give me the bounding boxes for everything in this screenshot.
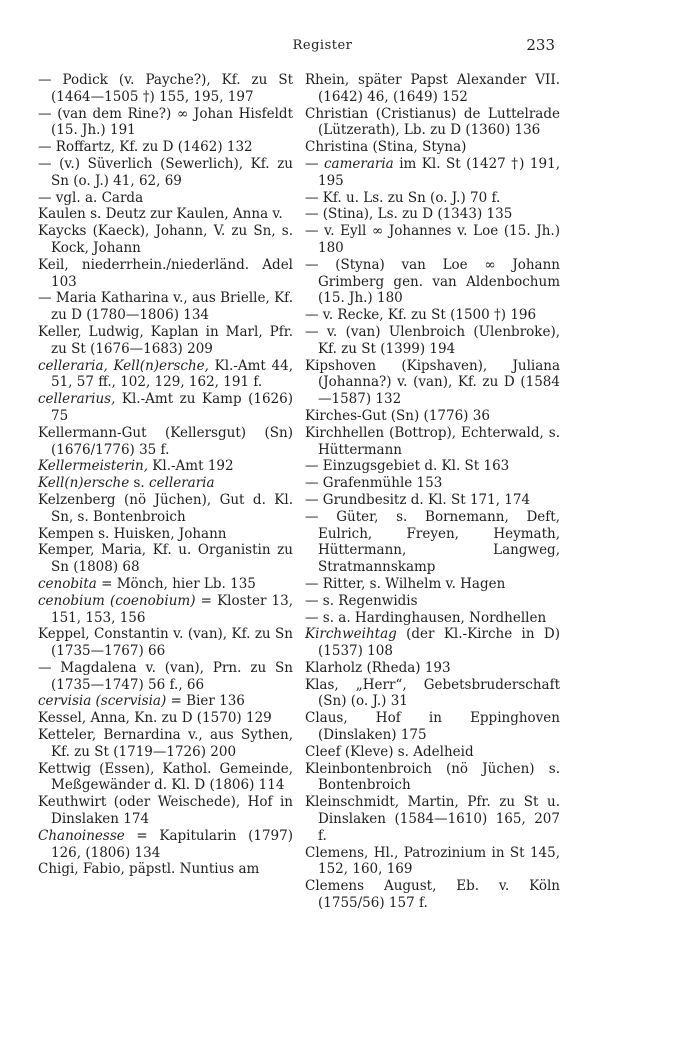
entry-text: Rhein, später Papst Alexander VII. (1642) 46, (1649) 152 — [305, 72, 560, 105]
index-entry — [38, 828, 293, 862]
index-entry — [38, 542, 293, 576]
index-entry — [38, 425, 293, 459]
index-entry — [305, 677, 560, 711]
index-entry — [38, 156, 293, 190]
entry-text: — Maria Katharina v., aus Brielle, Kf. zu D (1780—1806) 134 — [38, 290, 293, 324]
index-entry — [38, 710, 293, 727]
index-entry — [38, 660, 293, 694]
entry-term-italic: cervisia (scervisia) — [38, 693, 167, 710]
entry-text: Kemper, Maria, Kf. u. Organistin zu Sn (1808) 68 — [38, 542, 293, 576]
entry-text: — Magdalena v. (van), Prn. zu Sn (1735—1747) 56 f., 66 — [38, 659, 293, 693]
entry-text: — — [305, 155, 324, 172]
index-entry — [38, 861, 293, 878]
entry-text: Keller, Ludwig, Kaplan in Marl, Pfr. zu St (1676—1683) 209 — [38, 323, 293, 357]
index-entry — [305, 458, 560, 475]
entry-text: Clemens, Hl., Patrozinium in St 145, 152, 160, 169 — [305, 844, 560, 878]
entry-text: — vgl. a. Carda — [38, 189, 144, 206]
entry-text: — Grundbesitz d. Kl. St 171, 174 — [305, 491, 531, 508]
index-entry — [305, 710, 560, 744]
entry-text: Christina (Stina, Styna) — [305, 139, 467, 156]
index-entry — [305, 761, 560, 795]
index-entry — [38, 257, 293, 291]
entry-term-italic: Kell(n)ersche — [38, 475, 130, 492]
entry-text: — Ritter, s. Wilhelm v. Hagen — [305, 575, 506, 592]
entry-text: (der Kl.-Kirche in D) (1537) 108 — [318, 626, 560, 660]
entry-term-italic: cameraria — [323, 155, 394, 172]
index-entry — [305, 223, 560, 257]
index-entry — [305, 744, 560, 761]
entry-text: — Kf. u. Ls. zu Sn (o. J.) 70 f. — [305, 189, 501, 206]
entry-text: Kleinbontenbroich (nö Jüchen) s. Bontenbroich — [305, 760, 560, 794]
entry-term-italic: Kellermeisterin, — [38, 458, 148, 475]
entry-term-italic: cenobita — [38, 575, 97, 592]
entry-text: — v. Recke, Kf. zu St (1500 †) 196 — [305, 307, 537, 324]
entry-text: Kl.-Amt 192 — [148, 458, 234, 475]
running-header: Register — [292, 38, 353, 53]
entry-text: Kaycks (Kaeck), Johann, V. zu Sn, s. Kock, Johann — [38, 223, 293, 256]
entry-term-italic: Chanoinesse — [38, 827, 125, 844]
entry-text: Keuthwirt (oder Weischede), Hof in Dinslaken 174 — [38, 794, 293, 828]
index-entry — [38, 693, 293, 710]
entry-text: Kl.-Amt zu Kamp (1626) 75 — [51, 391, 293, 424]
index-entry — [305, 156, 560, 190]
index-entry — [38, 358, 293, 392]
entry-text: Kettwig (Essen), Kathol. Gemeinde, Meßgewänder d. Kl. D (1806) 114 — [38, 760, 293, 794]
index-entry — [305, 626, 560, 660]
entry-text: im Kl. St (1427 †) 191, 195 — [318, 155, 560, 189]
entry-text: — v. Eyll ∞ Johannes v. Loe (15. Jh.) 180 — [305, 223, 560, 256]
index-entry — [38, 593, 293, 627]
entry-text: — Roffartz, Kf. zu D (1462) 132 — [38, 139, 253, 156]
entry-text: Kempen s. Huisken, Johann — [38, 525, 227, 542]
entry-text: — Einzugsgebiet d. Kl. St 163 — [305, 458, 510, 475]
entry-text: = Kloster 13, 151, 153, 156 — [51, 592, 294, 626]
index-entry — [305, 324, 560, 358]
entry-text: Klas, „Herr“, Gebetsbruderschaft (Sn) (o. J.) 31 — [305, 676, 560, 710]
entry-text: Clemens August, Eb. v. Köln (1755/56) 157 f. — [305, 878, 560, 912]
entry-text: Cleef (Kleve) s. Adelheid — [305, 743, 474, 760]
index-entry — [305, 475, 560, 492]
index-entry — [305, 72, 560, 106]
entry-text: — s. Regenwidis — [305, 592, 418, 609]
entry-text: s. — [129, 475, 150, 492]
index-entry — [38, 475, 293, 492]
entry-text: Keppel, Constantin v. (van), Kf. zu Sn (1735—1767) 66 — [38, 626, 293, 660]
index-entry — [38, 206, 293, 223]
index-entry — [38, 458, 293, 475]
index-entry — [38, 761, 293, 795]
entry-term-italic: celleraria — [149, 475, 215, 492]
index-entry — [305, 509, 560, 576]
entry-text: — v. (van) Ulenbroich (Ulenbroke), Kf. zu St (1399) 194 — [305, 323, 560, 357]
entry-term-italic: celleraria, Kell(n)ersche, — [38, 357, 209, 374]
entry-text: Kelzenberg (nö Jüchen), Gut d. Kl. Sn, s. Bontenbroich — [38, 491, 293, 525]
entry-text: = Bier 136 — [166, 693, 245, 710]
index-entry — [305, 492, 560, 509]
index-column-left — [38, 72, 293, 878]
entry-text: Klarholz (Rheda) 193 — [305, 659, 451, 676]
index-entry — [38, 526, 293, 543]
entry-text: Kessel, Anna, Kn. zu D (1570) 129 — [38, 710, 272, 727]
index-entry — [305, 358, 560, 408]
index-entry — [38, 290, 293, 324]
index-entry — [38, 106, 293, 140]
entry-text: Kirches-Gut (Sn) (1776) 36 — [305, 407, 490, 424]
entry-term-italic: cellerarius, — [38, 391, 116, 408]
index-entry — [305, 794, 560, 844]
index-entry — [38, 492, 293, 526]
index-entry — [305, 408, 560, 425]
index-entry — [305, 257, 560, 307]
index-entry — [305, 878, 560, 912]
index-entry — [38, 324, 293, 358]
entry-term-italic: cenobium (coenobium) — [38, 592, 196, 609]
entry-text: Kl.-Amt 44, 51, 57 ff., 102, 129, 162, 191 f. — [51, 357, 293, 391]
entry-text: = Kapitularin (1797) 126, (1806) 134 — [51, 827, 293, 861]
entry-term-italic: Kirchweihtag — [305, 626, 397, 643]
entry-text: Kirchhellen (Bottrop), Echterwald, s. Hüttermann — [305, 424, 560, 458]
entry-text: — (Stina), Ls. zu D (1343) 135 — [305, 206, 513, 223]
entry-text: Christian (Cristianus) de Luttelrade (Lützerath), Lb. zu D (1360) 136 — [305, 105, 560, 139]
entry-text: Kipshoven (Kipshaven), Juliana (Johanna?) v. (van), Kf. zu D (1584—1587) 132 — [305, 357, 560, 408]
entry-text: Kleinschmidt, Martin, Pfr. zu St u. Dinslaken (1584—1610) 165, 207 f. — [305, 794, 560, 844]
index-entry — [305, 845, 560, 879]
index-entry — [305, 425, 560, 459]
index-entry — [38, 576, 293, 593]
entry-text: Kaulen s. Deutz zur Kaulen, Anna v. — [38, 206, 283, 223]
index-entry — [38, 727, 293, 761]
index-entry — [305, 190, 560, 207]
index-entry — [305, 610, 560, 627]
index-entry — [38, 139, 293, 156]
index-entry — [305, 307, 560, 324]
entry-text: Ketteler, Bernardina v., aus Sythen, Kf. zu St (1719—1726) 200 — [38, 727, 293, 760]
entry-text: — Podick (v. Payche?), Kf. zu St (1464—1505 †) 155, 195, 197 — [38, 72, 293, 105]
entry-text: = Mönch, hier Lb. 135 — [96, 575, 256, 592]
entry-text: Keil, niederrhein./niederländ. Adel 103 — [38, 256, 293, 290]
entry-text: — Güter, s. Bornemann, Deft, Eulrich, Freyen, Heymath, Hüttermann, Langweg, Stratmannskamp — [305, 508, 560, 576]
entry-text: Kellermann-Gut (Kellersgut) (Sn) (1676/1776) 35 f. — [38, 424, 293, 458]
entry-text: — (van dem Rine?) ∞ Johan Hisfeldt (15. Jh.) 191 — [38, 105, 293, 139]
entry-text: — Grafenmühle 153 — [305, 475, 443, 492]
entry-text: — (Styna) van Loe ∞ Johann Grimberg gen. van Aldenbochum (15. Jh.) 180 — [305, 256, 560, 307]
index-entry — [305, 576, 560, 593]
index-entry — [38, 794, 293, 828]
entry-text: — s. a. Hardinghausen, Nordhellen — [305, 609, 547, 626]
entry-text: — (v.) Süverlich (Sewerlich), Kf. zu Sn (o. J.) 41, 62, 69 — [38, 155, 293, 189]
index-entry — [305, 106, 560, 140]
entry-text: Chigi, Fabio, päpstl. Nuntius am — [38, 861, 260, 878]
page-number: 233 — [526, 36, 555, 54]
index-column-right — [305, 72, 560, 912]
index-entry — [38, 190, 293, 207]
entry-text: Claus, Hof in Eppinghoven (Dinslaken) 175 — [305, 710, 560, 744]
index-entry — [305, 660, 560, 677]
index-entry — [305, 139, 560, 156]
index-entry — [305, 593, 560, 610]
index-entry — [38, 223, 293, 257]
index-entry — [38, 626, 293, 660]
index-entry — [305, 206, 560, 223]
index-entry — [38, 391, 293, 425]
index-entry — [38, 72, 293, 106]
